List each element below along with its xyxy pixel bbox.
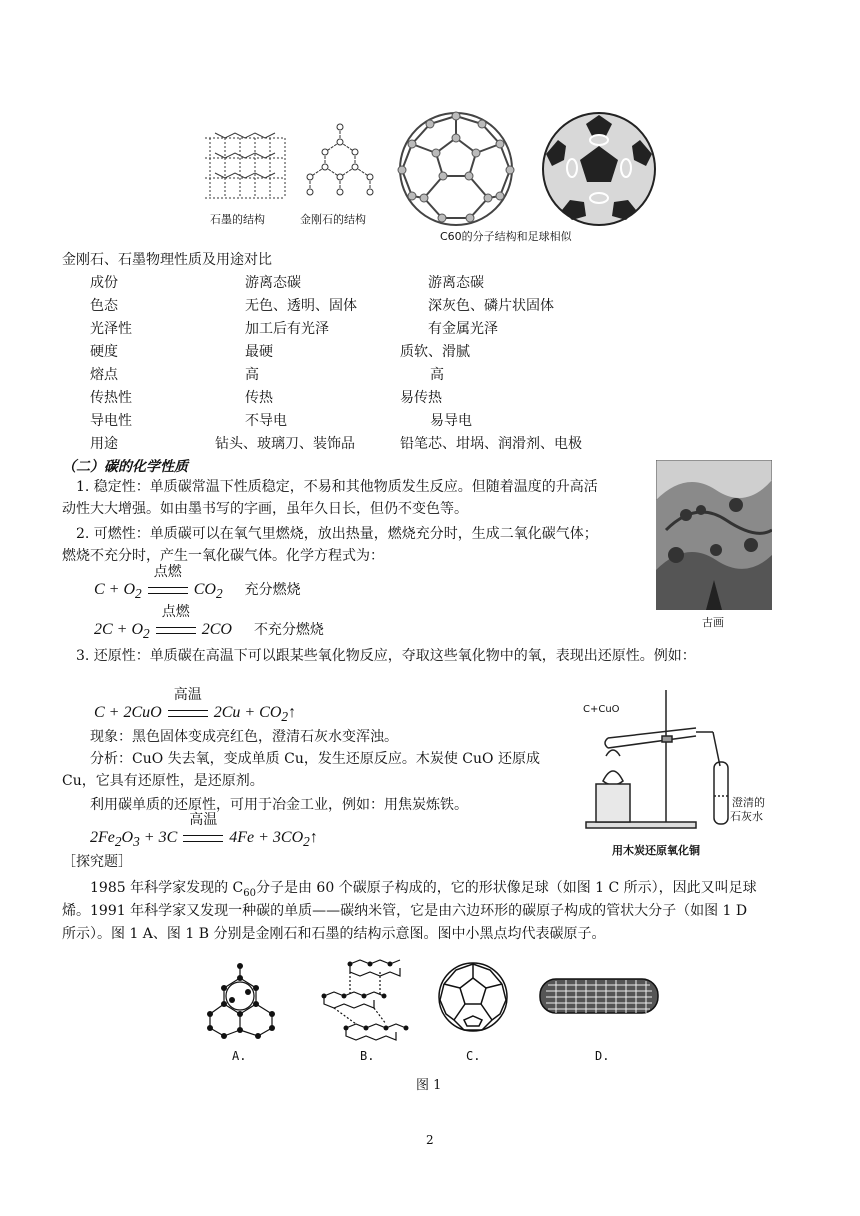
row-diamond: 钻头、玻璃刀、装饰品 [215, 436, 355, 452]
eq4-condition [183, 812, 223, 848]
eq1-rhs: CO [193, 581, 216, 598]
row-graphite: 深灰色、磷片状固体 [428, 298, 554, 314]
row-prop: 色态 [90, 298, 118, 314]
eq1-note: 充分燃烧 [244, 582, 301, 598]
combustion-line-1: 2. 可燃性：单质碳可以在氧气里燃烧，放出热量，燃烧充分时，生成二氧化碳气体； [76, 526, 598, 542]
apparatus-label-limewater-1: 澄清的 [732, 796, 765, 809]
apparatus-label-limewater-2: 石灰水 [730, 810, 763, 823]
eq4-rhs: 4Fe + 3CO [229, 829, 304, 846]
row-diamond: 最硬 [245, 344, 273, 360]
row-graphite: 高 [430, 367, 444, 383]
row-prop: 光泽性 [90, 321, 132, 337]
stability-line-2: 动性大大增强。如由墨书写的字画，虽年久日长，但仍不变色等。 [62, 501, 468, 517]
figure1-c60-structure [436, 960, 510, 1034]
explore-heading: ［探究题］ [62, 854, 132, 870]
figure1-caption: 图 1 [416, 1078, 442, 1093]
eq1-lhs: C + O [94, 581, 136, 598]
apparatus-label-reactants: C+CuO [583, 704, 620, 715]
stability-line-1: 1. 稳定性：单质碳常温下性质稳定，不易和其他物质发生反应。但随着温度的升高活 [76, 479, 598, 495]
row-diamond: 无色、透明、固体 [245, 298, 357, 314]
eq2-lhs: 2C + O [94, 621, 144, 638]
row-prop: 传热性 [90, 390, 132, 406]
row-graphite: 游离态碳 [428, 275, 484, 291]
phenomenon-text: 现象：黑色固体变成亮红色，澄清石灰水变浑浊。 [90, 729, 398, 745]
figure1-label-b: B. [360, 1049, 375, 1063]
row-prop: 导电性 [90, 413, 132, 429]
eq4-fe: 2Fe [90, 829, 115, 846]
combustion-line-2: 燃烧不充分时，产生一氧化碳气体。化学方程式为： [62, 548, 384, 564]
explore-line-1b: 分子是由 60 个碳原子构成的，它的形状像足球（如图 1 C 所示），因此又叫足球 [255, 880, 757, 896]
row-graphite: 易导电 [430, 413, 472, 429]
graphite-structure-figure [200, 128, 290, 208]
diamond-caption: 金刚石的结构 [300, 213, 366, 226]
row-diamond: 高 [245, 367, 259, 383]
figure1-label-c: C. [466, 1049, 481, 1063]
explore-line-2: 烯。1991 年科学家又发现一种碳的单质——碳纳米管，它是由六边环形的碳原子构成的管状大分子（如图 1 D [62, 903, 748, 919]
equation-iron-smelting: $2Fe_2O_3 + 3C$ 高温 $4Fe + 3CO_2↑$ [90, 812, 318, 850]
figure1-label-a: A. [232, 1049, 247, 1063]
row-prop: 熔点 [90, 367, 118, 383]
eq2-rhs: 2CO [201, 621, 232, 638]
figure1-label-d: D. [595, 1049, 610, 1063]
soccer-ball-figure [540, 110, 658, 228]
reduction-paragraph: 3. 还原性：单质碳在高温下可以跟某些氧化物反应，夺取这些氧化物中的氧，表现出还原性。例如： [76, 648, 696, 664]
apparatus-caption: 用木炭还原氧化铜 [612, 844, 700, 857]
equation-incomplete-combustion: $2C + O_2$ 点燃 2CO 不充分燃烧 [94, 604, 324, 642]
explore-line-1a: 1985 年科学家发现的 C [90, 880, 244, 896]
row-graphite: 质软、滑腻 [400, 344, 470, 360]
eq4-c: + 3C [139, 829, 178, 846]
eq2-note: 不充分燃烧 [253, 622, 324, 638]
diamond-structure-figure [300, 122, 385, 208]
c60-caption [440, 228, 572, 244]
c60-molecule-figure [392, 108, 520, 230]
row-prop: 成份 [90, 275, 118, 291]
row-graphite: 有金属光泽 [428, 321, 498, 337]
explore-line-1: 1985 年科学家发现的 $C_{60}$分子是由 60 个碳原子构成的，它的形状像足球（如图 1 C 所示），因此又叫足球 [90, 880, 757, 899]
section-heading: （二）碳的化学性质 [62, 459, 188, 475]
equation-complete-combustion: $C + O_2$ 点燃 $CO_2$ 充分燃烧 [94, 564, 301, 602]
graphite-caption: 石墨的结构 [210, 213, 265, 226]
eq4-o: O [121, 829, 134, 846]
row-diamond: 传热 [245, 390, 273, 406]
eq3-lhs: C + 2CuO [94, 704, 162, 721]
ancient-painting-image [656, 460, 772, 610]
row-diamond: 加工后有光泽 [245, 321, 329, 337]
c60-caption-text: C60的分子结构和足球相似 [440, 230, 572, 243]
row-graphite: 易传热 [400, 390, 442, 406]
row-graphite: 铅笔芯、坩埚、润滑剂、电极 [400, 436, 582, 452]
comparison-title: 金刚石、石墨物理性质及用途对比 [62, 252, 272, 268]
analysis-line-1: 分析：CuO 失去氧，变成单质 Cu，发生还原反应。木炭使 CuO 还原成 [90, 751, 540, 767]
eq1-condition-label: 点燃 [153, 564, 182, 580]
eq2-condition [156, 604, 196, 640]
eq3-rhs: 2Cu + CO [213, 704, 282, 721]
eq3-condition-label: 高温 [173, 687, 202, 703]
eq1-condition [148, 564, 188, 600]
figure1-graphite-structure [320, 958, 412, 1044]
row-prop: 用途 [90, 436, 118, 452]
painting-caption: 古画 [702, 616, 724, 629]
row-diamond: 不导电 [245, 413, 287, 429]
explore-line-3: 所示）。图 1 A、图 1 B 分别是金刚石和石墨的结构示意图。图中小黑点均代表碳原子。 [62, 926, 606, 942]
figure1-nanotube-structure [538, 975, 660, 1017]
row-prop: 硬度 [90, 344, 118, 360]
eq2-condition-label: 点燃 [161, 604, 190, 620]
page-number: 2 [426, 1133, 434, 1147]
analysis-line-2: Cu，它具有还原性，是还原剂。 [62, 773, 264, 789]
metallurgy-text: 利用碳单质的还原性，可用于冶金工业，例如：用焦炭炼铁。 [90, 797, 468, 813]
figure1-diamond-structure [202, 962, 282, 1044]
equation-cuo-reduction: C + 2CuO 高温 $2Cu + CO_2↑$ [94, 687, 297, 725]
row-diamond: 游离态碳 [245, 275, 301, 291]
eq4-condition-label: 高温 [189, 812, 218, 828]
eq3-condition [168, 687, 208, 723]
